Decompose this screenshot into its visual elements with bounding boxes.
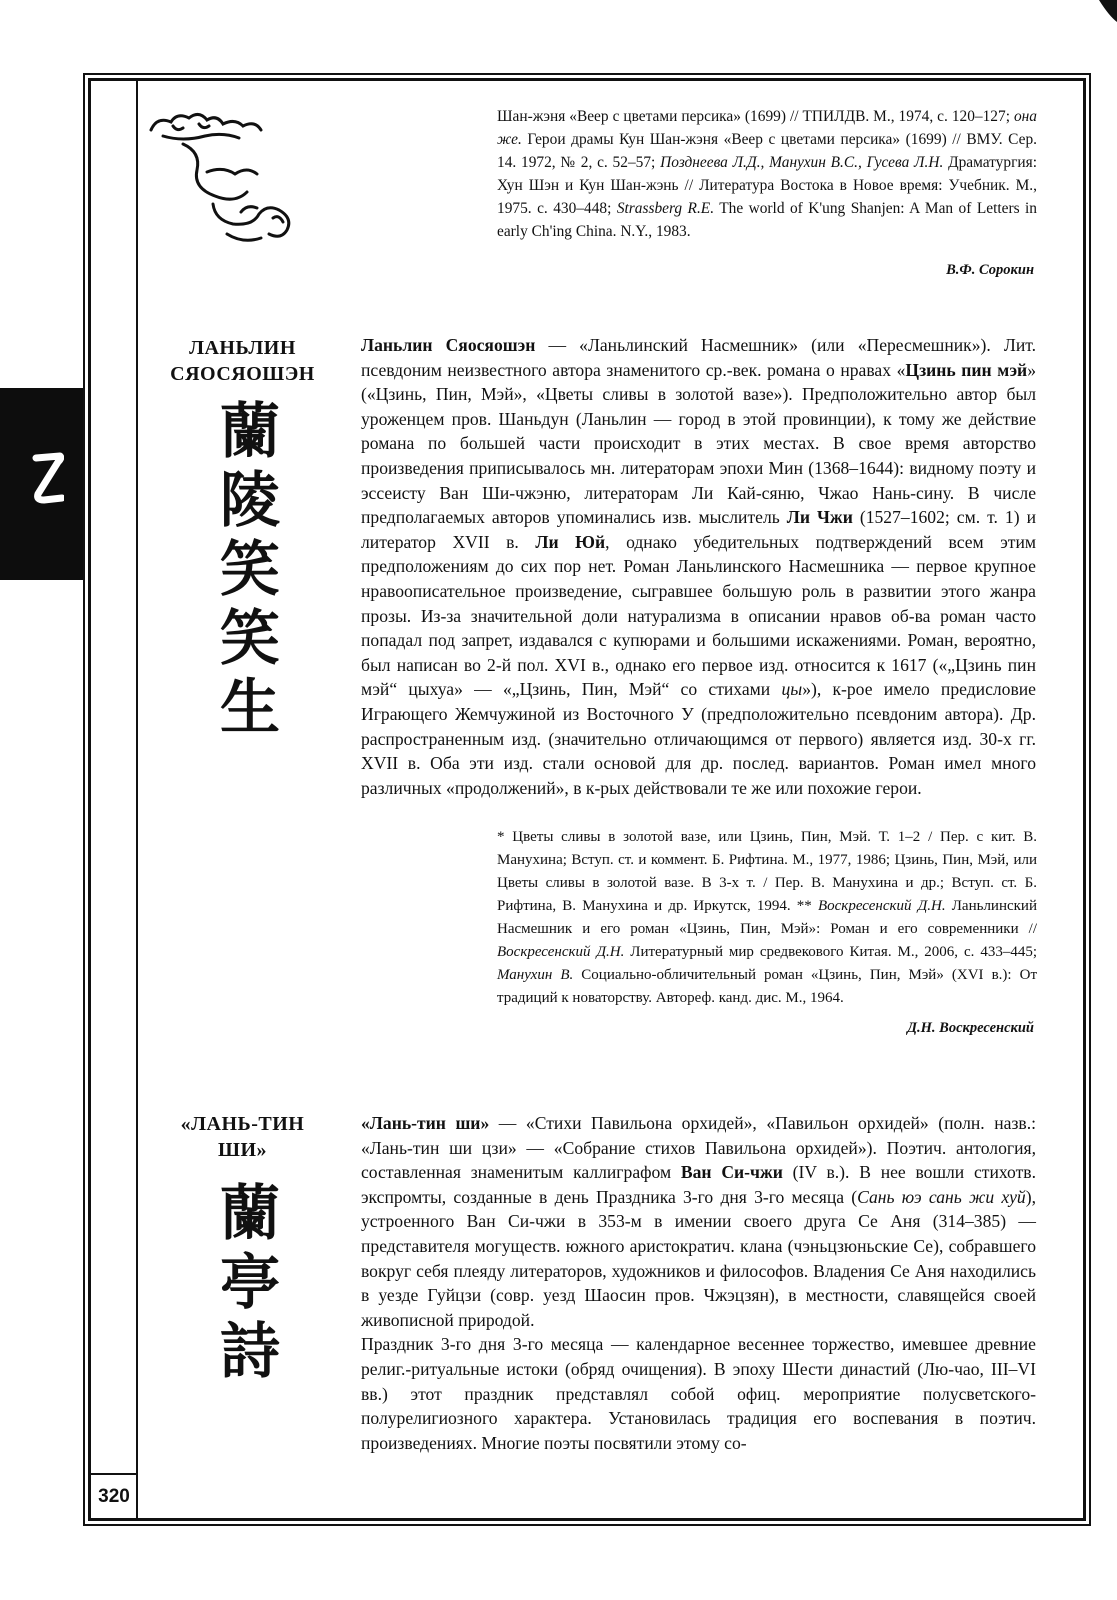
entry-heading-line: ЛАНЬЛИН (189, 337, 296, 359)
thumb-glyph-icon (30, 450, 64, 510)
entry-author-lanlin: Д.Н. Воскресенский (907, 1020, 1034, 1036)
page-number: 320 (91, 1473, 137, 1519)
corner-mark-icon (1095, 0, 1117, 26)
hanzi-char: 笑 (220, 604, 280, 674)
entry-heading-line: ШИ» (217, 1139, 268, 1161)
thumb-index-tab (0, 388, 84, 580)
entry-bibliography-lanlin: * Цветы сливы в золотой вазе, или Цзинь, Пин, Мэй. Т. 1–2 / Пер. с кит. В. Манухина; Вступ. ст. и коммент. Б. Рифтина. М., 1977, 1986; Цзинь, Пин, Мэй, или Цветы сливы в золотой вазе. В 3-х т. / Пер. В. Манухина и др.; Вступ. ст. Б. Рифтина, В. Манухина и др. Иркутск, 1994. ** Воскресенский Д.Н. Ланьлинский Насмешник и его роман «Цзинь, Пин, Мэй»: Роман и его современники // Воскресенский Д.Н. Литературный мир средвекового Китая. М., 2006, с. 433–445; Манухин В. Социально-обличительный роман «Цзинь, Пин, Мэй» (XVI в.): От традиций к новаторству. Автореф. канд. дис. М., 1964. (497, 829, 1038, 1006)
entry-body-lanting: «Лань-тин ши» — «Стихи Павильона орхидей», «Павильон орхидей» (полн. назв.: «Лань-тин ши цзи» — «Собрание стихов Павильона орхидей»). Поэтич. антология, составленная знаменитым каллиграфом Ван Си-чжи (IV в.). В нее вошли стихотв. экспромты, созданные в день Праздника 3-го дня 3-го месяца (Сань юэ сань жи хуй), устроенного Ван Си-чжи в 353-м в имении своего друга Се Аня (314–385) — представителя могуществ. южного аристократич. клана (чэньцзюньские Се), собравшего вокруг себя плеяду литераторов, художников и философов. Владения Се Аня находились в уезде Гуйцзи (совр. уезд Шаосин пров. Чжэцзян), в местности, славящейся своей живописной природой. Праздник 3-го дня 3-го месяца — календарное весеннее торжество, имевшее древние религ.-ритуальные истоки (обряд очищения). В эпоху Шести династий (Лю-чао, III–VI вв.) этот праздник представлял собой офиц. мероприятие полусветского-полурелигиозного характера. Установилась традиция его воспевания в поэтич. произведениях. Многие поэты посвятили этому со- (361, 1113, 1036, 1453)
hanzi-char: 詩 (220, 1317, 280, 1387)
margin-rule (136, 80, 138, 1519)
entry-heading-lanlin (150, 335, 335, 387)
previous-entry-author: В.Ф. Сорокин (946, 262, 1034, 278)
hanzi-char: 亭 (220, 1248, 280, 1318)
hanzi-char: 陵 (220, 466, 280, 536)
entry-hanzi-lanlin (215, 398, 285, 743)
hanzi-char: 生 (220, 673, 280, 743)
entry-heading-line: СЯОСЯОШЭН (170, 363, 315, 385)
hanzi-char: 蘭 (220, 397, 280, 467)
entry-heading-line: «ЛАНЬ-ТИН (180, 1113, 305, 1135)
entry-heading-lanting (150, 1111, 335, 1163)
hanzi-char: 蘭 (220, 1179, 280, 1249)
entry-body-lanlin: Ланьлин Сяосяошэн — «Ланьлинский Насмешник» (или «Пересмешник»). Лит. псевдоним неизвестного автора знаменитого ср.-век. романа о нравах «Цзинь пин мэй» («Цзинь, Пин, Мэй», «Цветы сливы в золотой вазе»). Предположительно автор был уроженцем пров. Шаньдун (Ланьлин — город в этой провинции), к тому же действие романа по большей части происходит в этих местах. В свое время авторство произведения приписывалось мн. литераторам эпохи Мин (1368–1644): видному поэту и эссеисту Ван Ши-чжэню, литераторам Ли Кай-сяню, Чжао Нань-сину. В числе предполагаемых авторов упоминались изв. мыслитель Ли Чжи (1527–1602; см. т. 1) и литератор XVII в. Ли Юй, однако убедительных подтверждений всем этим предположениям до сих пор нет. Роман Ланьлинского Насмешника — первое крупное нравоописательное произведение, сыгравшее большую роль в развитии этого жанра прозы. Из-за значительной доли натурализма в описании нравов об-ва роман часто попадал под запрет, издавался с купюрами и большими искажениями. Роман, вероятно, был написан во 2-й пол. XVI в., однако его первое изд. относится к 1617 («„Цзинь пин мэй“ цыхуа» — «„Цзинь, Пин, Мэй“ со стихами цы»), к-рое имело предисловие Играющего Жемчужиной из Восточного У (предположительно псевдоним автора). Др. распространенным изд. (значительно отличающимся от первого) является изд. 30-х гг. XVII в. Оба эти изд. стали основой для др. послед. вариантов. Роман имел много различных «продолжений», в к-рых действовали те же или похожие герои. (361, 335, 1037, 798)
previous-entry-references: Шан-жэня «Веер с цветами персика» (1699) // ТПИЛДВ. М., 1974, с. 120–127; она же. Герои драмы Кун Шан-жэня «Веер с цветами персика» (1699) // ВМУ. Сер. 14. 1972, № 2, с. 52–57; Позднеева Л.Д., Манухин В.С., Гусева Л.Н. Драматургия: Хун Шэн и Кун Шан-жэнь // Литература Востока в Новое время: Учебник. М., 1975. с. 430–448; Strassberg R.E. The world of K'ung Shanjen: A Man of Letters in early Ch'ing China. N.Y., 1983. (497, 108, 1037, 240)
hanzi-char: 笑 (220, 535, 280, 605)
entry-hanzi-lanting (215, 1180, 285, 1387)
cloud-ornament-icon (143, 108, 305, 248)
